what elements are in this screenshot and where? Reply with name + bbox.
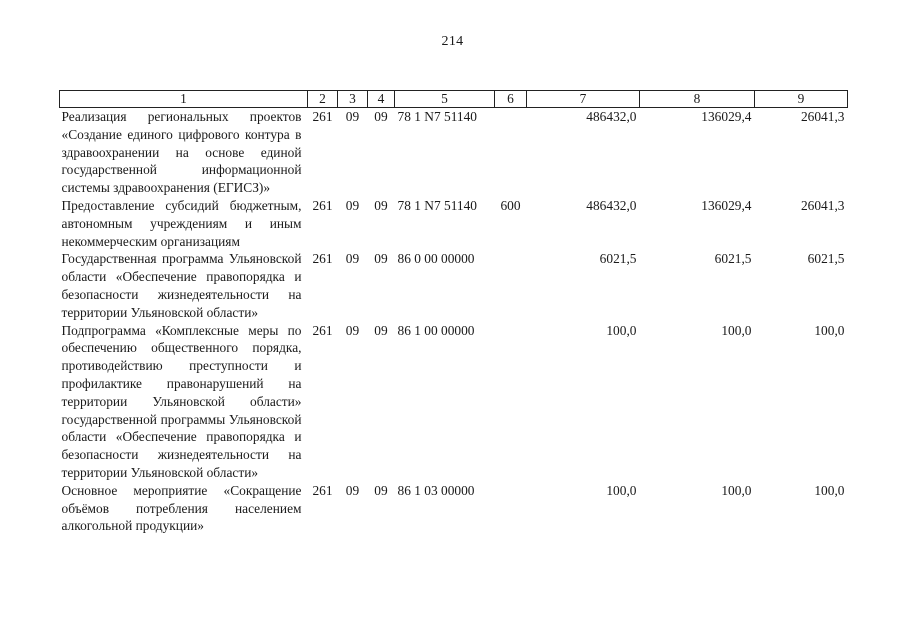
row-code-3: 09 [345,322,360,338]
header-col-7: 7 [527,91,640,108]
table-row [60,250,848,321]
header-col-1: 1 [60,91,308,108]
table-row [60,108,848,197]
row-code-6 [495,250,527,321]
header-col-6: 6 [495,91,527,108]
row-value-9: 26041,3 [800,197,845,213]
row-code-5: 86 0 00 00000 [397,251,475,267]
row-code-2: 261 [312,322,333,338]
row-code-2: 261 [312,197,333,213]
row-code-3: 09 [345,197,360,213]
row-code-2: 261 [312,482,333,498]
row-code-4: 09 [374,109,388,124]
row-value-8: 6021,5 [714,251,752,267]
row-value-7: 100,0 [606,482,637,498]
row-value-7: 486432,0 [586,197,637,213]
row-code-4: 09 [374,197,388,213]
row-value-9: 6021,5 [807,251,845,267]
row-code-6 [495,322,527,482]
row-value-7: 6021,5 [599,251,637,267]
row-code-5: 86 1 00 00000 [397,322,475,338]
row-code-6 [495,108,527,197]
row-value-7: 486432,0 [586,109,637,124]
row-code-3: 09 [345,109,360,124]
header-col-2: 2 [308,91,338,108]
row-value-8: 100,0 [721,482,752,498]
page-number: 214 [441,34,464,49]
header-col-8: 8 [640,91,755,108]
header-col-9: 9 [755,91,848,108]
row-code-2: 261 [312,251,333,267]
row-code-5: 86 1 03 00000 [397,482,475,498]
table-row [60,322,848,482]
row-code-4: 09 [374,482,388,498]
header-col-5: 5 [395,91,495,108]
row-code-4: 09 [374,322,388,338]
row-code-2: 261 [312,109,333,124]
row-name: Реализация региональных проектов «Создание единого цифрового контура в здравоохранении на основе единой государственной информационной системы здравоохранения (ЕГИСЗ)» [61,109,302,196]
row-code-4: 09 [374,251,388,267]
row-value-9: 100,0 [814,482,845,498]
row-value-8: 100,0 [721,322,752,338]
row-name: Предоставление субсидий бюджетным, автономным учреждениям и иным некоммерческим организациям [61,197,302,249]
table-row [60,482,848,535]
row-code-6 [495,482,527,535]
row-code-5: 78 1 N7 51140 [397,109,477,124]
row-code-3: 09 [345,482,360,498]
row-value-9: 26041,3 [800,109,845,124]
row-name: Государственная программа Ульяновской области «Обеспечение правопорядка и безопасности жизнедеятельности на территории Ульяновской области» [61,251,302,320]
row-name: Подпрограмма «Комплексные меры по обеспечению общественного порядка, противодействию преступности и профилактике правонарушений на территории Ульяновской области» государственной программы Ульяновской области «Обеспечение правопорядка и безопасности жизнедеятельности на территории Ульяновской области» [61,322,302,480]
row-value-8: 136029,4 [701,197,752,213]
header-col-4: 4 [368,91,395,108]
row-value-9: 100,0 [814,322,845,338]
row-value-7: 100,0 [606,322,637,338]
row-code-3: 09 [345,251,360,267]
budget-table [59,90,848,535]
row-value-8: 136029,4 [701,109,752,124]
header-col-3: 3 [338,91,368,108]
row-name: Основное мероприятие «Сокращение объёмов потребления населением алкогольной продукции» [61,482,302,534]
row-code-5: 78 1 N7 51140 [397,197,477,213]
row-code-6: 600 [500,197,521,213]
table-header-row [60,91,848,108]
table-row [60,197,848,250]
